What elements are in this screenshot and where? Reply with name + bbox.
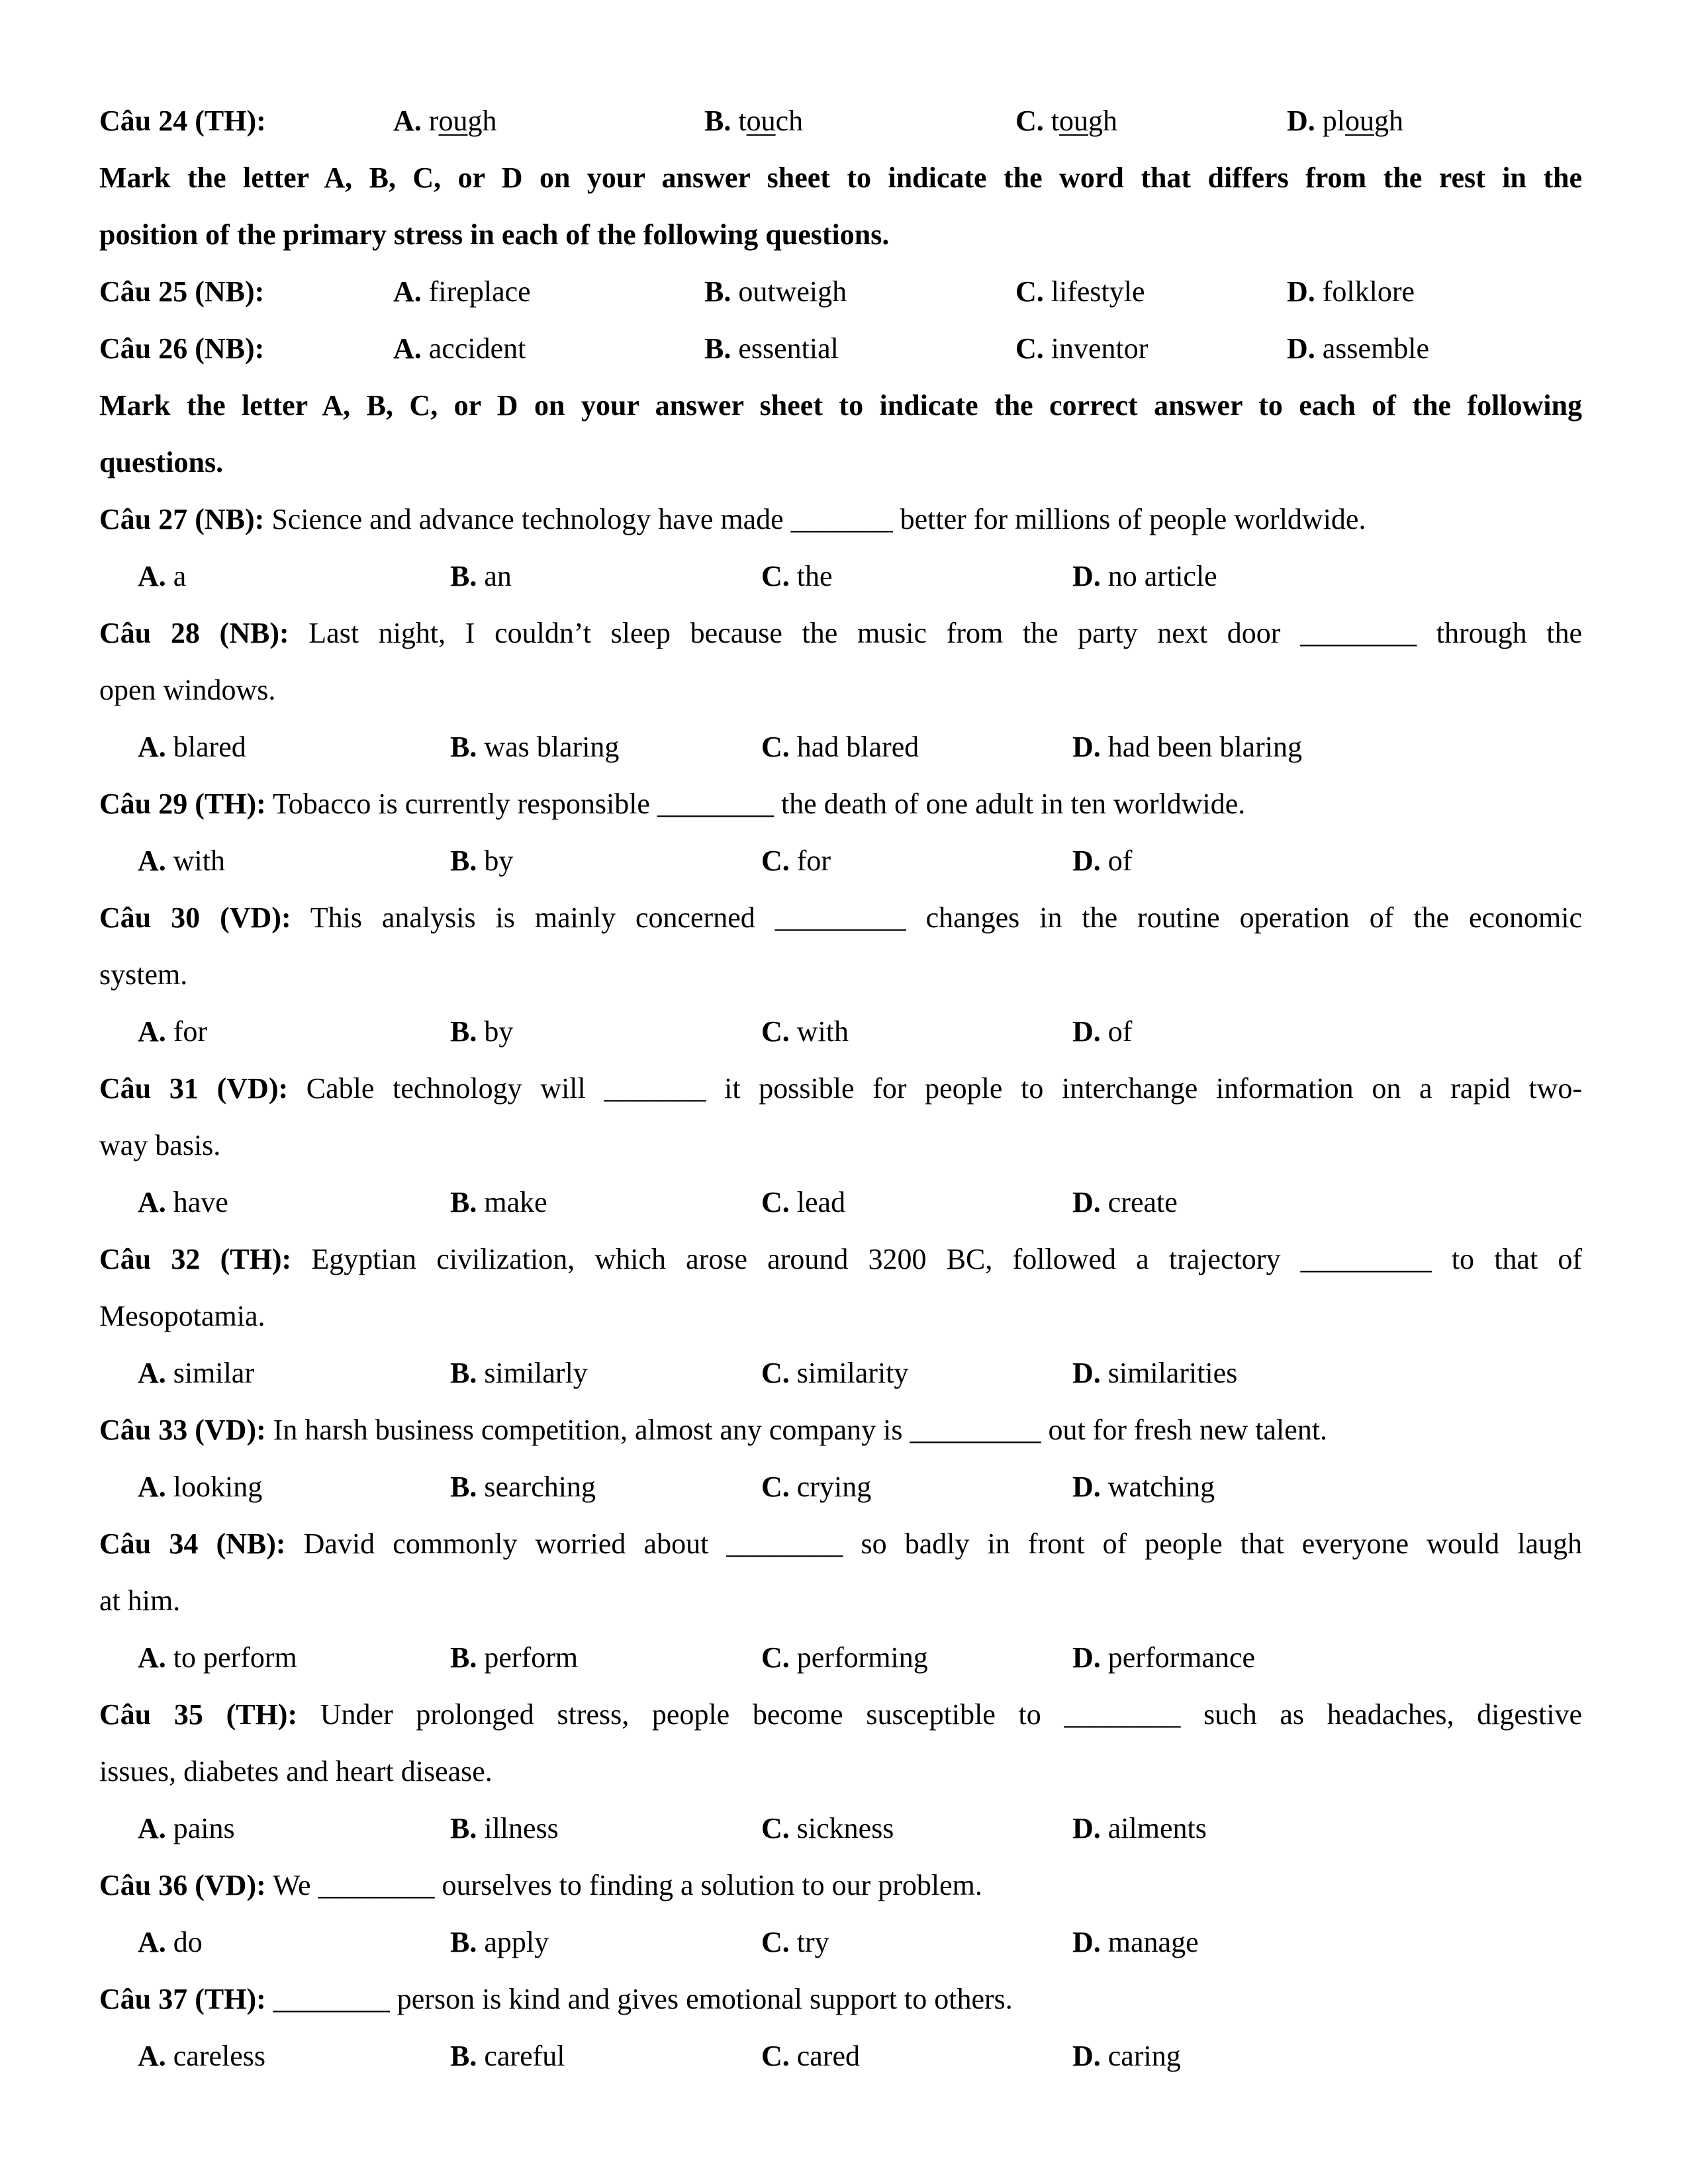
question-31-stem (99, 1060, 1582, 1117)
option-a (138, 1174, 228, 1231)
option-text: manage (1107, 1926, 1199, 1958)
option-letter: B. (450, 844, 477, 877)
option-d (1072, 1345, 1237, 1402)
option-text: pains (173, 1812, 235, 1844)
question-text: In harsh business competition, almost any company is _________ out for fresh new talent. (265, 1414, 1328, 1446)
question-34-stem (99, 1516, 1582, 1572)
question-text: Science and advance technology have made _______ better for millions of people worldwide. (264, 503, 1366, 535)
option-text: had been blaring (1107, 731, 1302, 763)
option-b (450, 1345, 588, 1402)
option-text: by (484, 1015, 514, 1048)
option-letter: C. (761, 1186, 790, 1218)
option-letter: D. (1072, 844, 1101, 877)
question-text: Egyptian civilization, which arose around 3200 BC, followed a trajectory _________ to that of (291, 1243, 1583, 1275)
question-text: at him. (99, 1584, 181, 1617)
option-letter: D. (1072, 1471, 1101, 1503)
question-text: issues, diabetes and heart disease. (99, 1755, 492, 1788)
option-d (1072, 833, 1132, 889)
option-letter: C. (761, 731, 790, 763)
option-text: blared (173, 731, 246, 763)
option-a (138, 1629, 297, 1686)
option-letter: D. (1072, 1926, 1101, 1958)
option-letter: B. (450, 1015, 477, 1048)
option-letter: C. (761, 1926, 790, 1958)
option-letter: A. (138, 1926, 166, 1958)
question-30-stem-continued (99, 946, 1582, 1003)
option-text: looking (173, 1471, 263, 1503)
question-label: Câu 35 (TH): (99, 1698, 298, 1731)
option-a (138, 548, 186, 605)
question-26 (99, 320, 1582, 377)
option-letter: C. (761, 1471, 790, 1503)
question-text: open windows. (99, 674, 276, 706)
option-text: to perform (173, 1641, 297, 1674)
option-letter: A. (138, 1357, 166, 1389)
option-letter: C. (761, 1641, 790, 1674)
option-letter: B. (450, 1812, 477, 1844)
question-36-stem (99, 1857, 1582, 1914)
option-text: a (173, 560, 187, 592)
question-text: This analysis is mainly concerned _________ changes in the routine operation of the economic (291, 901, 1582, 934)
option-a (138, 1003, 207, 1060)
option-d (1072, 1629, 1255, 1686)
question-29-options (99, 833, 1582, 889)
option-letter: A. (138, 1812, 166, 1844)
option-letter: D. (1072, 1812, 1101, 1844)
option-letter: C. (761, 1812, 790, 1844)
option-b: B. outweigh (704, 275, 847, 308)
question-37-stem (99, 1971, 1582, 2028)
question-label: Câu 28 (NB): (99, 617, 289, 649)
option-text: sickness (796, 1812, 894, 1844)
option-c (761, 548, 833, 605)
question-32-options (99, 1345, 1582, 1402)
option-text: similarities (1107, 1357, 1238, 1389)
option-d (1072, 548, 1217, 605)
option-letter: B. (450, 1357, 477, 1389)
option-d (1072, 1914, 1199, 1971)
option-a (138, 1800, 235, 1857)
option-text: no article (1107, 560, 1217, 592)
option-text: caring (1107, 2040, 1181, 2072)
option-text: make (484, 1186, 547, 1218)
question-27-stem (99, 491, 1582, 548)
option-a (138, 1914, 203, 1971)
option-b (450, 1914, 549, 1971)
option-text: apply (484, 1926, 549, 1958)
question-label: Câu 36 (VD): (99, 1869, 266, 1901)
option-a: A. rough (393, 105, 497, 137)
option-letter: A. (138, 1641, 166, 1674)
option-b (450, 2028, 565, 2085)
question-31-stem-continued (99, 1117, 1582, 1174)
option-letter: A. (138, 1471, 166, 1503)
option-text: for (796, 844, 831, 877)
option-text: similar (173, 1357, 254, 1389)
question-32-stem-continued (99, 1288, 1582, 1345)
option-letter: D. (1072, 2040, 1101, 2072)
option-letter: A. (138, 844, 166, 877)
option-text: was blaring (484, 731, 620, 763)
option-text: of (1107, 844, 1133, 877)
option-c (761, 2028, 860, 2085)
question-label: Câu 29 (TH): (99, 788, 266, 820)
option-text: similarity (796, 1357, 909, 1389)
option-c (761, 1174, 845, 1231)
option-c (761, 833, 831, 889)
question-label: Câu 37 (TH): (99, 1983, 266, 2015)
option-text: performance (1107, 1641, 1256, 1674)
option-text: with (796, 1015, 849, 1048)
option-text: careful (484, 2040, 565, 2072)
question-text: Tobacco is currently responsible ________ the death of one adult in ten worldwide. (265, 788, 1246, 820)
option-a (138, 833, 225, 889)
question-32-stem (99, 1231, 1582, 1288)
question-list (99, 491, 1582, 2085)
option-text: perform (484, 1641, 579, 1674)
question-35-options (99, 1800, 1582, 1857)
option-letter: A. (138, 1015, 166, 1048)
option-d (1072, 719, 1302, 776)
question-label: Câu 30 (VD): (99, 901, 291, 934)
option-letter: D. (1072, 1186, 1101, 1218)
option-text: by (484, 844, 514, 877)
question-31-options (99, 1174, 1582, 1231)
question-29-stem (99, 776, 1582, 833)
option-d (1072, 1459, 1215, 1516)
option-letter: D. (1072, 731, 1101, 763)
option-text: performing (796, 1641, 928, 1674)
question-text: way basis. (99, 1129, 221, 1161)
option-letter: C. (761, 560, 790, 592)
question-label: Câu 27 (NB): (99, 503, 265, 535)
option-d: D. assemble (1287, 332, 1430, 365)
question-33-stem (99, 1402, 1582, 1459)
option-text: try (796, 1926, 829, 1958)
question-label: Câu 32 (TH): (99, 1243, 292, 1275)
option-d: D. folklore (1287, 275, 1415, 308)
question-30-options (99, 1003, 1582, 1060)
option-a: A. accident (393, 332, 526, 365)
option-letter: B. (450, 1641, 477, 1674)
question-label: Câu 25 (NB): (99, 275, 265, 308)
option-letter: D. (1072, 1357, 1101, 1389)
option-text: careless (173, 2040, 266, 2072)
option-letter: D. (1072, 1641, 1101, 1674)
option-c (761, 1914, 829, 1971)
option-text: lead (796, 1186, 846, 1218)
option-a (138, 719, 246, 776)
option-c (761, 1800, 894, 1857)
option-c (761, 1459, 871, 1516)
option-text: create (1107, 1186, 1178, 1218)
option-letter: C. (761, 844, 790, 877)
question-34-stem-continued (99, 1572, 1582, 1629)
option-text: searching (484, 1471, 596, 1503)
option-letter: B. (450, 1471, 477, 1503)
option-b (450, 719, 619, 776)
option-text: had blared (796, 731, 919, 763)
question-35-stem (99, 1686, 1582, 1743)
option-c: C. lifestyle (1015, 275, 1145, 308)
option-b: B. essential (704, 332, 839, 365)
option-a (138, 2028, 265, 2085)
instruction-stress-line-1: Mark the letter A, B, C, or D on your answer sheet to indicate the word that differs from the rest in the (99, 161, 1582, 194)
question-28-options (99, 719, 1582, 776)
question-text: Last night, I couldn’t sleep because the music from the party next door ________ through the (289, 617, 1583, 649)
option-letter: B. (450, 2040, 477, 2072)
question-label: Câu 34 (NB): (99, 1527, 286, 1560)
option-text: of (1107, 1015, 1133, 1048)
option-a (138, 1345, 254, 1402)
option-b (450, 1629, 578, 1686)
option-c: C. tough (1015, 105, 1118, 137)
option-text: an (484, 560, 512, 592)
question-33-options (99, 1459, 1582, 1516)
option-letter: C. (761, 2040, 790, 2072)
instruction-correct-line-2: questions. (99, 446, 224, 478)
question-35-stem-continued (99, 1743, 1582, 1800)
question-34-options (99, 1629, 1582, 1686)
question-text: Mesopotamia. (99, 1300, 265, 1332)
option-b (450, 1174, 547, 1231)
option-c (761, 1345, 908, 1402)
question-text: ________ person is kind and gives emotional support to others. (265, 1983, 1013, 2015)
question-28-stem (99, 605, 1582, 662)
option-b (450, 833, 513, 889)
option-letter: A. (138, 731, 166, 763)
option-d (1072, 2028, 1181, 2085)
instruction-correct-line-1: Mark the letter A, B, C, or D on your answer sheet to indicate the correct answer to each of the following (99, 389, 1582, 422)
option-text: do (173, 1926, 203, 1958)
question-label: Câu 31 (VD): (99, 1072, 289, 1105)
option-b (450, 1800, 559, 1857)
option-letter: A. (138, 560, 166, 592)
question-label: Câu 24 (TH): (99, 105, 266, 137)
question-36-options (99, 1914, 1582, 1971)
option-letter: B. (450, 1186, 477, 1218)
question-text: Under prolonged stress, people become susceptible to ________ such as headaches, digestive (297, 1698, 1582, 1731)
instruction-stress-line-2: position of the primary stress in each of the following questions. (99, 218, 890, 251)
option-letter: D. (1072, 560, 1101, 592)
option-b (450, 1459, 596, 1516)
option-b: B. touch (704, 105, 804, 137)
option-letter: B. (450, 731, 477, 763)
option-text: illness (484, 1812, 559, 1844)
question-37-options (99, 2028, 1582, 2085)
question-25 (99, 263, 1582, 320)
option-text: crying (796, 1471, 872, 1503)
question-text: Cable technology will _______ it possible for people to interchange information on a rapid two- (288, 1072, 1582, 1105)
question-text: We ________ ourselves to finding a solution to our problem. (265, 1869, 982, 1901)
option-d (1072, 1003, 1132, 1060)
question-text: system. (99, 958, 188, 991)
exam-page (99, 93, 1582, 2085)
option-b (450, 548, 512, 605)
option-text: have (173, 1186, 228, 1218)
option-text: cared (796, 2040, 861, 2072)
option-c: C. inventor (1015, 332, 1149, 365)
option-b (450, 1003, 513, 1060)
question-label: Câu 26 (NB): (99, 332, 265, 365)
question-30-stem (99, 889, 1582, 946)
option-letter: D. (1072, 1015, 1101, 1048)
option-d: D. plough (1287, 105, 1404, 137)
option-letter: C. (761, 1015, 790, 1048)
option-a (138, 1459, 262, 1516)
question-label: Câu 33 (VD): (99, 1414, 266, 1446)
option-c (761, 1003, 849, 1060)
option-text: watching (1107, 1471, 1215, 1503)
question-27-options (99, 548, 1582, 605)
option-d (1072, 1800, 1207, 1857)
option-text: similarly (484, 1357, 588, 1389)
option-text: ailments (1107, 1812, 1207, 1844)
option-text: the (796, 560, 833, 592)
option-letter: C. (761, 1357, 790, 1389)
option-c (761, 719, 919, 776)
question-24 (99, 93, 1582, 150)
option-c (761, 1629, 928, 1686)
option-letter: A. (138, 2040, 166, 2072)
question-text: David commonly worried about ________ so badly in front of people that everyone would laugh (285, 1527, 1583, 1560)
option-letter: B. (450, 560, 477, 592)
option-d (1072, 1174, 1178, 1231)
option-letter: A. (138, 1186, 166, 1218)
option-text: for (173, 1015, 208, 1048)
question-28-stem-continued (99, 662, 1582, 719)
option-letter: B. (450, 1926, 477, 1958)
option-a: A. fireplace (393, 275, 531, 308)
option-text: with (173, 844, 226, 877)
